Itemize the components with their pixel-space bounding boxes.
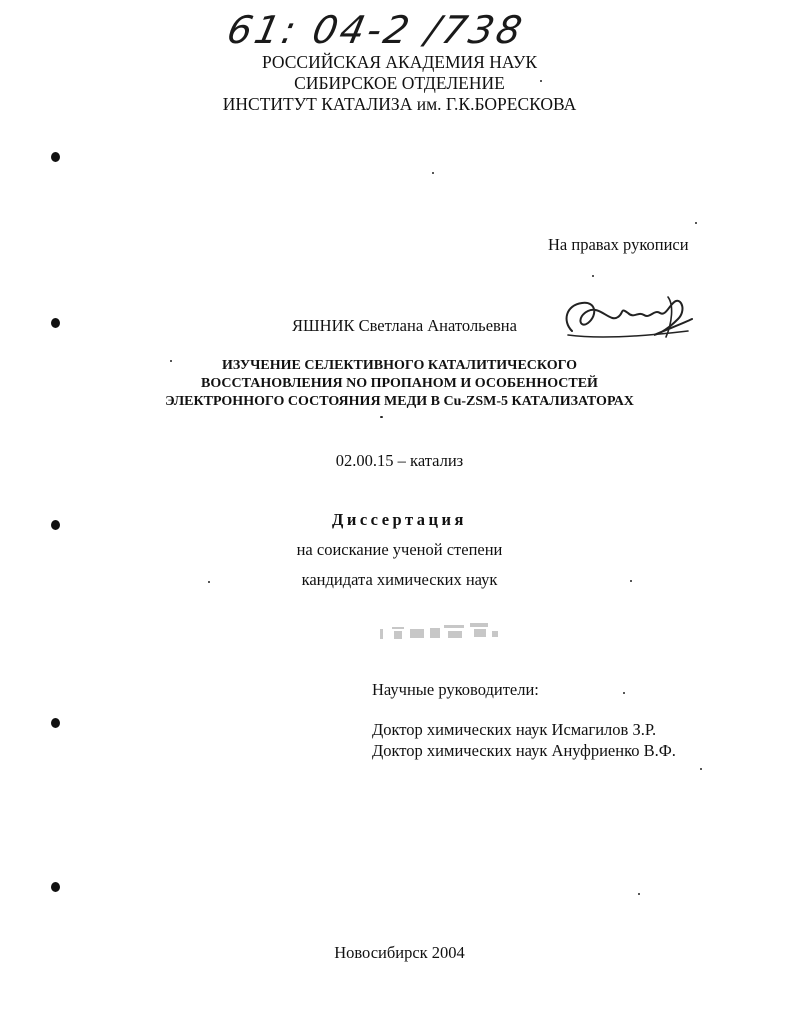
- author-name: ЯШНИК Светлана Анатольевна: [292, 316, 517, 335]
- faint-stamp-icon: [378, 617, 508, 647]
- signature-icon: [558, 293, 698, 343]
- handwritten-catalog-number: 61: 04-2 /738: [223, 8, 529, 52]
- thesis-title-line-2: ВОССТАНОВЛЕНИЯ NO ПРОПАНОМ И ОСОБЕННОСТЕЙ: [201, 376, 598, 391]
- punch-hole: [51, 882, 60, 892]
- punch-hole: [51, 152, 60, 162]
- city-year: Новосибирск 2004: [334, 943, 465, 962]
- supervisors-heading: Научные руководители:: [372, 680, 539, 699]
- supervisor-2: Доктор химических наук Ануфриенко В.Ф.: [372, 741, 676, 760]
- punch-hole: [51, 718, 60, 728]
- scan-speck: [623, 692, 625, 694]
- header-branch: СИБИРСКОЕ ОТДЕЛЕНИЕ: [294, 73, 505, 93]
- scan-speck: [700, 768, 702, 770]
- document-type: Диссертация: [332, 510, 467, 529]
- scan-speck: [638, 893, 640, 895]
- degree-line-2: кандидата химических наук: [301, 570, 498, 589]
- manuscript-rights-note: На правах рукописи: [548, 235, 689, 254]
- thesis-title-line-1: ИЗУЧЕНИЕ СЕЛЕКТИВНОГО КАТАЛИТИЧЕСКОГО: [221, 358, 578, 373]
- scan-speck: [630, 580, 632, 582]
- supervisor-1: Доктор химических наук Исмагилов З.Р.: [372, 720, 657, 739]
- header-academy: РОССИЙСКАЯ АКАДЕМИЯ НАУК: [261, 52, 538, 72]
- thesis-title-line-3: ЭЛЕКТРОННОГО СОСТОЯНИЯ МЕДИ В Cu-ZSM-5 КАТАЛИЗАТОРАХ: [165, 394, 634, 409]
- specialty-code: 02.00.15 – катализ: [335, 451, 464, 470]
- scan-speck: [208, 581, 210, 583]
- scan-speck: [540, 80, 542, 82]
- scan-speck: [695, 222, 697, 224]
- scan-speck: [432, 172, 434, 174]
- header-institute: ИНСТИТУТ КАТАЛИЗА им. Г.К.БОРЕСКОВА: [222, 94, 577, 114]
- punch-hole: [51, 318, 60, 328]
- degree-line-1: на соискание ученой степени: [296, 540, 503, 559]
- scan-speck: [592, 275, 594, 277]
- scan-speck: [170, 360, 172, 362]
- scan-speck: [380, 416, 383, 418]
